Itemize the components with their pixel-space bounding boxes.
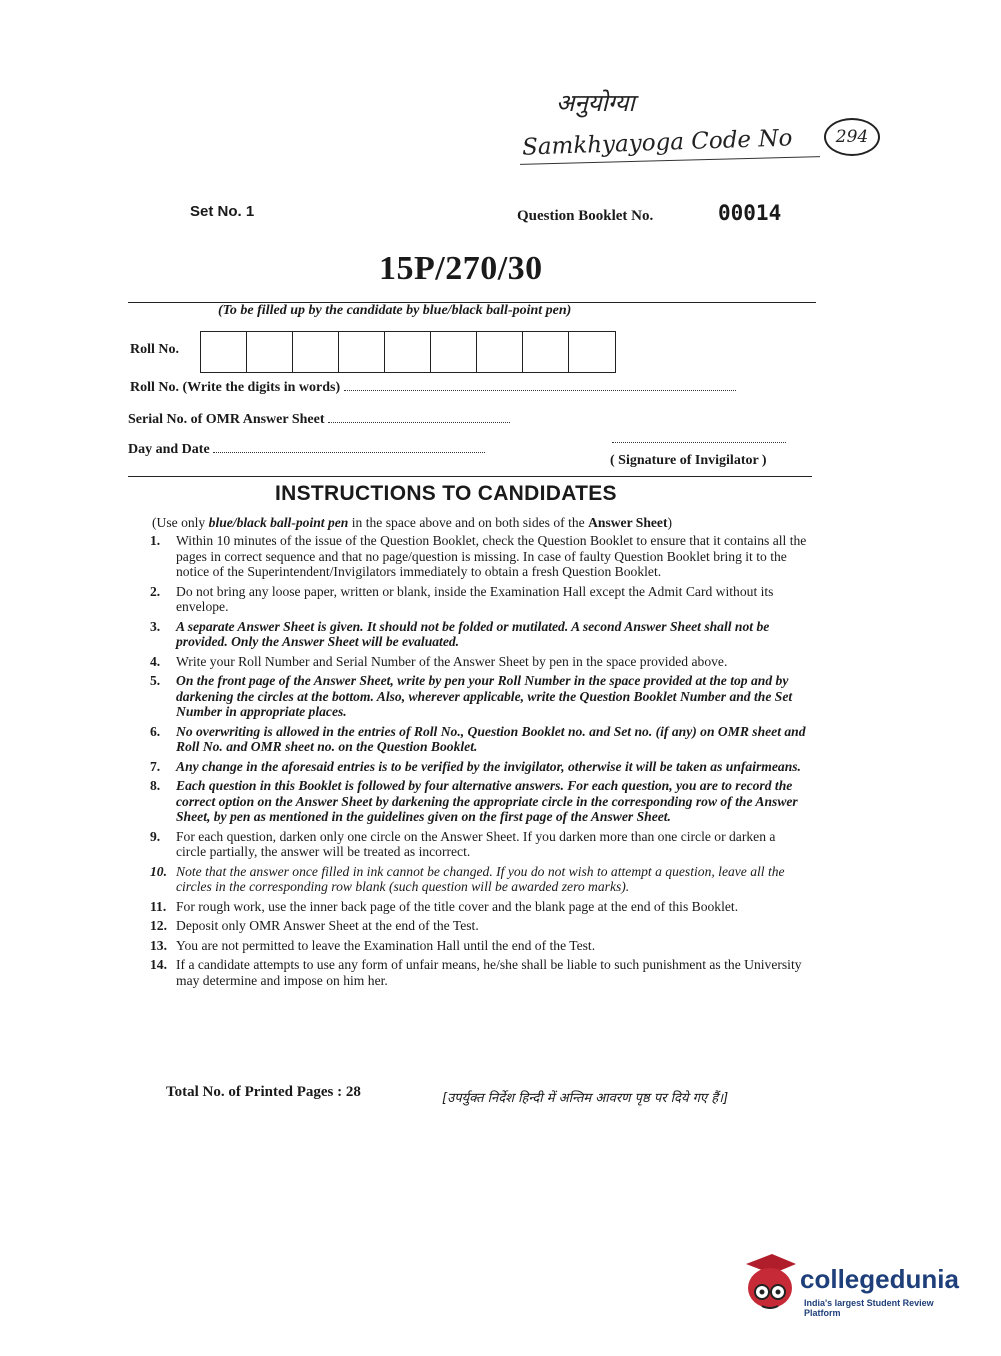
roll-digit-box[interactable] <box>201 332 247 372</box>
hindi-note: [उपर्युक्त निर्देश हिन्दी में अन्तिम आवरण पृष्ठ पर दिये गए हैं।] <box>442 1091 729 1106</box>
roll-digit-box[interactable] <box>385 332 431 372</box>
instructions-heading: INSTRUCTIONS TO CANDIDATES <box>275 482 617 505</box>
instruction-item: 8. Each question in this Booklet is followed by four alternative answers. For each question, you are to record the correct option on the Answer Sheet by darkening the appropriate circle in the corresponding row of the Answer Sheet, by pen as mentioned in the guidelines given on the first page of the Answer Sheet. <box>150 778 798 824</box>
instruction-item: 6. No overwriting is allowed in the entries of Roll No., Question Booklet no. and Set no. (if any) on OMR sheet and Roll No. and OMR sheet no. on the Question Booklet. <box>150 723 806 754</box>
roll-words-line[interactable] <box>344 378 736 391</box>
roll-digit-box[interactable] <box>247 332 293 372</box>
intro-text: in the space above and on both sides of the <box>348 515 589 530</box>
booklet-number: 00014 <box>718 201 782 225</box>
handwritten-subject: Samkhyayoga Code No <box>521 125 793 161</box>
roll-no-boxes[interactable] <box>200 331 616 373</box>
instruction-item: 1. Within 10 minutes of the issue of the Question Booklet, check the Question Booklet to ensure that it contains all the pages in correct sequence and that no page/question is missing. In case of faulty Question Booklet bring it to the notice of the Superintendent/Invigilators immediately to obtain a fresh Question Booklet. <box>150 533 807 579</box>
day-date-label: Day and Date <box>128 442 210 457</box>
instruction-item: 4. Write your Roll Number and Serial Number of the Answer Sheet by pen in the space provided above. <box>150 653 728 669</box>
instruction-item: 13. You are not permitted to leave the Examination Hall until the end of the Test. <box>150 937 596 953</box>
intro-text: ) <box>667 515 673 530</box>
booklet-label: Question Booklet No. <box>517 208 654 224</box>
day-date-row <box>128 440 485 458</box>
handwritten-code-no: 294 <box>835 127 869 147</box>
instruction-item: 7. Any change in the aforesaid entries is to be verified by the invigilator, otherwise it will be taken as unfairmeans. <box>150 758 801 774</box>
signature-label: ( Signature of Invigilator ) <box>610 453 767 468</box>
handwritten-hindi-word: अनुयोग्या <box>556 89 635 117</box>
mid-rule <box>128 476 812 477</box>
instructions-intro <box>152 515 672 531</box>
collegedunia-logo <box>742 1252 972 1322</box>
set-number: Set No. 1 <box>190 203 255 220</box>
intro-sheet: Answer Sheet <box>588 515 668 530</box>
roll-digit-box[interactable] <box>569 332 615 372</box>
omr-row <box>128 410 510 428</box>
omr-line[interactable] <box>328 410 510 423</box>
roll-words-label: Roll No. (Write the digits in words) <box>130 380 341 395</box>
fill-note: (To be filled up by the candidate by blue/black ball-point pen) <box>218 303 572 318</box>
roll-no-label: Roll No. <box>130 342 179 357</box>
total-pages: Total No. of Printed Pages : 28 <box>166 1084 361 1100</box>
handwritten-code-circle <box>824 118 880 156</box>
instructions-list <box>150 533 808 992</box>
day-date-line[interactable] <box>213 440 485 453</box>
paper-code: 15P/270/30 <box>379 250 543 287</box>
roll-digit-box[interactable] <box>477 332 523 372</box>
intro-text: (Use only <box>152 515 209 530</box>
roll-digit-box[interactable] <box>431 332 477 372</box>
roll-digit-box[interactable] <box>523 332 569 372</box>
instruction-item: 10. Note that the answer once filled in ink cannot be changed. If you do not wish to attempt a question, leave all the circles in the corresponding row blank (such question will be awarded zero marks). <box>150 863 785 894</box>
instruction-item: 12. Deposit only OMR Answer Sheet at the end of the Test. <box>150 918 479 933</box>
logo-tagline: India's largest Student Review Platform <box>804 1298 934 1318</box>
roll-digit-box[interactable] <box>293 332 339 372</box>
omr-label: Serial No. of OMR Answer Sheet <box>128 412 325 427</box>
instruction-item: 3. A separate Answer Sheet is given. It should not be folded or mutilated. A second Answer Sheet shall not be provided. Only the Answer Sheet will be evaluated. <box>150 618 770 649</box>
logo-name: collegedunia <box>800 1264 959 1294</box>
instruction-item: 2. Do not bring any loose paper, written or blank, inside the Examination Hall except the Admit Card without its envelope. <box>150 583 774 614</box>
intro-pen: blue/black ball-point pen <box>208 515 349 530</box>
mascot-icon <box>742 1252 798 1314</box>
instruction-item: 14. If a candidate attempts to use any form of unfair means, he/she shall be liable to such punishment as the University may determine and impose on him her. <box>150 957 802 988</box>
instruction-item: 11. For rough work, use the inner back page of the title cover and the blank page at the end of this Booklet. <box>150 898 739 914</box>
roll-words-row <box>130 378 736 396</box>
roll-digit-box[interactable] <box>339 332 385 372</box>
instruction-item: 9. For each question, darken only one circle on the Answer Sheet. If you darken more than one circle or darken a circle partially, the answer will be treated as incorrect. <box>150 828 776 859</box>
signature-line[interactable] <box>612 430 786 443</box>
instruction-item: 5. On the front page of the Answer Sheet, write by pen your Roll Number in the space provided at the top and by darkening the circles at the bottom. Also, wherever applicable, write the Question Booklet Number and the Set Number in appropriate places. <box>150 673 793 719</box>
